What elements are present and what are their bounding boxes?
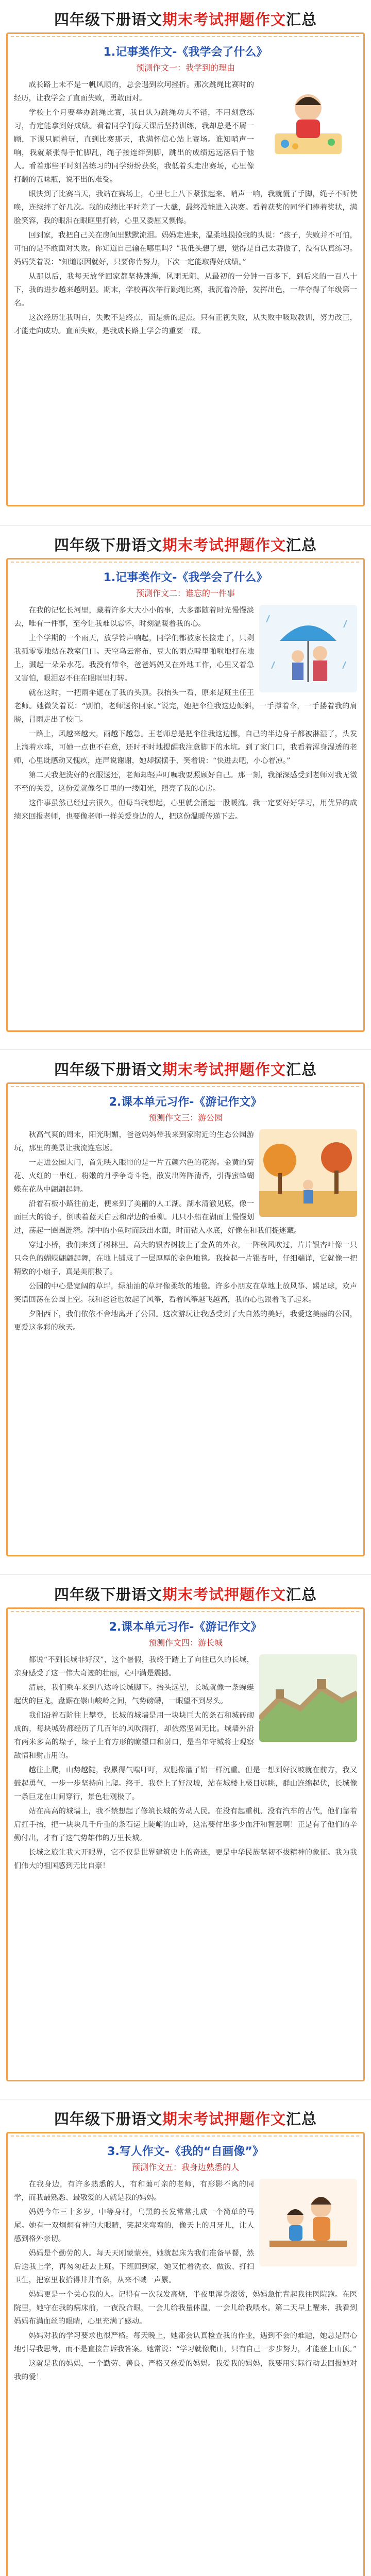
header-prefix: 四年级下册语文 xyxy=(54,1061,162,1078)
essay-paragraph: 回到家，我把自己关在房间里默默流泪。妈妈走进来，温柔地摸摸我的头说：“孩子，失败并不可怕，可怕的是不敢面对失败。你知道自己输在哪里吗？”我低头想了想，觉得是自己太骄傲了，没有认真练习。妈妈笑着说：“知道原因就好，只要你肯努力，下次一定能取得好成绩。” xyxy=(14,231,357,266)
essay-paragraph: 公园的中心是宽阔的草坪，绿油油的草坪像柔软的地毯。许多小朋友在草地上放风筝、踢足球，欢声笑语回荡在公园上空。我和爸爸也放起了风筝，看着风筝越飞越高，我的心也跟着飞了起来。 xyxy=(14,1282,357,1304)
essay-paragraph: 上个学期的一个雨天，放学铃声响起，同学们都被家长接走了，只剩我孤零零地站在教室门口。天空乌云密布，豆大的雨点噼里啪啦地打在地上，溅起一朵朵水花。我没有带伞，爸爸妈妈又在外地工作，心里又着急又害怕，眼泪忍不住在眼眶里打转。 xyxy=(14,634,254,683)
essay-paragraph: 这就是我的妈妈，一个勤劳、善良、严格又慈爱的妈妈。我爱我的妈妈，我要用实际行动去回报她对我的爱！ xyxy=(14,2360,357,2381)
essay-paragraph: 一路上，风越来越大，雨越下越急。王老师总是把伞往我这边挪，自己的半边身子都被淋湿了，头发上滴着水珠，可她一点也不在意，还时不时地提醒我注意脚下的水坑。到了家门口，我看着浑身湿透的老师，心里既感动又愧疚，连声说谢谢，她却摆摆手，笑着说：“快进去吧，小心着凉。” xyxy=(14,730,357,765)
essay-frame xyxy=(6,1082,365,1556)
essay-card xyxy=(0,2099,371,2576)
essay-paragraph: 眼快到了比赛当天，我站在赛场上，心里七上八下紧张起来。哨声一响，我就慌了手脚，绳子不听使唤，连续绊了好几次。我的成绩比平时差了一大截，最终没能进入决赛。看着获奖的同学们捧着奖状，满脸笑容，我的眼泪在眼眶里打转，心里又委屈又懊悔。 xyxy=(14,190,357,225)
header-prefix: 四年级下册语文 xyxy=(54,2110,162,2128)
section-title: 3.写人作文-《我的“自画像”》 xyxy=(107,2145,264,2158)
essay-body xyxy=(14,1653,357,1873)
essay-paragraph: 都说“不到长城非好汉”，这个暑假，我终于踏上了向往已久的长城，亲身感受了这一伟大奇迹的壮丽，心中满是震撼。 xyxy=(14,1655,254,1677)
page-header xyxy=(6,534,365,555)
header-prefix: 四年级下册语文 xyxy=(54,1585,162,1603)
essay-paragraph: 这件事虽然已经过去很久，但每当我想起，心里就会涌起一股暖流。我一定要好好学习，用优异的成绩来回报老师，也要像老师一样关爱身边的人，把这份温暖传递下去。 xyxy=(14,799,357,821)
essay-paragraph: 学校上个月要举办跳绳比赛，我自认为跳绳功夫不错，不用刻意练习，肯定能拿到好成绩。看着同学们每天课后坚持训练，我却总是不屑一顾，下课只顾着玩，直到比赛那天，我满怀信心站上赛场。谁知哨声一响，我就紧张得手忙脚乱，绳子接连绊到脚，跳出的成绩远远落后于他人。看着那些平时刻苦练习的同学纷纷获奖，我低着头走出赛场，心里像打翻的五味瓶，说不出的难受。 xyxy=(14,109,254,184)
header-suffix: 汇总 xyxy=(286,2110,317,2128)
essay-paragraph: 秋高气爽的周末，阳光明媚，爸爸妈妈带我来到家附近的生态公园游玩，那里的美景让我流连忘返。 xyxy=(14,1131,254,1153)
header-prefix: 四年级下册语文 xyxy=(54,536,162,554)
header-suffix: 汇总 xyxy=(286,11,317,28)
essay-paragraph: 长城之旅让我大开眼界，它不仅是世界建筑史上的奇迹，更是中华民族坚韧不拔精神的象征。我为我们伟大的祖国感到无比自豪！ xyxy=(14,1848,357,1870)
great-wall-illustration xyxy=(259,1654,357,1742)
section-title: 2.课本单元习作-《游记作文》 xyxy=(109,1096,262,1109)
page-header xyxy=(6,1583,365,1604)
page-header xyxy=(6,8,365,29)
header-highlight: 期末考试押题作文 xyxy=(162,2110,286,2128)
essay-paragraph: 在我的记忆长河里，藏着许多大大小小的事，大多都随着时光慢慢淡去，唯有一件事，至今让我难以忘怀，时刻温暖着我的心。 xyxy=(14,606,254,628)
essay-paragraph: 这次经历让我明白，失败不是终点，而是新的起点。只有正视失败，从失败中吸取教训，努力改正，才能走向成功。直面失败，是我成长路上学会的重要一课。 xyxy=(14,314,357,335)
essay-frame xyxy=(6,2132,365,2576)
essay-frame xyxy=(6,1607,365,2081)
essay-body xyxy=(14,1128,357,1334)
section-title: 1.记事类作文-《我学会了什么》 xyxy=(103,46,268,59)
header-highlight: 期末考试押题作文 xyxy=(162,1585,286,1603)
essay-paragraph: 成长路上未不是一帆风顺的，总会遇到坎坷挫折。那次跳绳比赛时的经历，让我学会了直面失败，勇敢面对。 xyxy=(14,81,254,103)
section-title: 2.课本单元习作-《游记作文》 xyxy=(109,1620,262,1634)
essay-paragraph: 清晨，我们乘车来到八达岭长城脚下。抬头远望，长城就像一条蜿蜒起伏的巨龙，盘踞在崇山峻岭之间，气势磅礴，一眼望不到尽头。 xyxy=(14,1683,254,1705)
essay-paragraph: 一走进公园大门，首先映入眼帘的是一片五颜六色的花海。金黄的菊花、火红的一串红、粉嫩的月季争奇斗艳，散发出阵阵清香，引得蜜蜂蝴蝶在花丛中翩翩起舞。 xyxy=(14,1159,254,1194)
essay-paragraph: 穿过小桥，我们来到了树林里。高大的银杏树披上了金黄的外衣，一阵秋风吹过，片片银杏叶像一只只金色的蝴蝶翩翩起舞，在地上铺成了一层厚厚的金色地毯。我捡起一片银杏叶，仔细端详，它就像一把精致的小扇子，真是美丽极了。 xyxy=(14,1241,357,1276)
essay-frame xyxy=(6,32,365,506)
header-highlight: 期末考试押题作文 xyxy=(162,11,286,28)
essay-body xyxy=(14,604,357,823)
header-suffix: 汇总 xyxy=(286,1061,317,1078)
essay-body xyxy=(14,2178,357,2384)
header-highlight: 期末考试押题作文 xyxy=(162,536,286,554)
essay-paragraph: 站在高高的城墙上，我不禁想起了修筑长城的劳动人民。在没有起重机、没有汽车的古代，他们靠着肩扛手抬，把一块块几千斤重的条石运上陡峭的山岭，这需要付出多少血汗和智慧啊！正是有了他们的辛勤付出，才有了这气势雄伟的万里长城。 xyxy=(14,1807,357,1842)
section-subtitle: 预测作文二：谁忘的一件事 xyxy=(136,588,235,598)
essay-paragraph: 在我身边，有许多熟悉的人，有和蔼可亲的老师，有形影不离的同学，而我最熟悉、最敬爱的人就是我的妈妈。 xyxy=(14,2180,254,2202)
header-highlight: 期末考试押题作文 xyxy=(162,1061,286,1078)
essay-card xyxy=(0,1049,371,1574)
essay-card xyxy=(0,525,371,1050)
essay-card xyxy=(0,0,371,525)
essay-paragraph: 就在这时，一把雨伞遮在了我的头顶。我抬头一看，原来是班主任王老师。她微笑着说：“别怕，老师送你回家。”说完，她把伞往我这边倾斜，一手撑着伞，一手搂着我的肩膀，冒雨走出了校门。 xyxy=(14,688,357,724)
header-suffix: 汇总 xyxy=(286,1585,317,1603)
essay-paragraph: 沿着石板小路往前走，便来到了美丽的人工湖。湖水清澈见底，像一面巨大的镜子，倒映着蓝天白云和岸边的垂柳。几只小船在湖面上慢慢划过，荡起一圈圈涟漪。湖中的小鱼时而跃出水面，时而钻入水底，好像在和我们捉迷藏。 xyxy=(14,1200,301,1235)
header-suffix: 汇总 xyxy=(286,536,317,554)
essay-paragraph: 越往上爬，山势越陡，我累得气喘吁吁，双腿像灌了铅一样沉重。但是一想到好汉坡就在前方，我又鼓起勇气，一步一步坚持向上爬。终于，我登上了好汉坡，站在城楼上极目远眺，群山连绵起伏，长城像一条巨龙在山间穿行，景色壮观极了。 xyxy=(14,1766,357,1801)
rainy-umbrella-illustration xyxy=(259,605,357,692)
essay-card xyxy=(0,1574,371,2099)
page-header xyxy=(6,2108,365,2129)
essay-paragraph: 我们沿着石阶往上攀登，长城的城墙是用一块块巨大的条石和城砖砌成的，每块城砖都经历了几百年的风吹雨打，却依然坚固无比。城墙外沿有两米多高的垛子，垛子上有方形的瞭望口和射口，是当年守城将士观察敌情和射击用的。 xyxy=(14,1711,254,1760)
page-header xyxy=(6,1058,365,1079)
essay-paragraph: 妈妈今年三十多岁，中等身材，乌黑的长发常常扎成一个简单的马尾。她有一双炯炯有神的大眼睛，笑起来弯弯的，像天上的月牙儿，让人感到格外亲切。 xyxy=(14,2208,254,2243)
essay-frame xyxy=(6,558,365,1032)
section-subtitle: 预测作文三：游公园 xyxy=(148,1113,223,1123)
child-painting-illustration xyxy=(259,79,357,167)
section-subtitle: 预测作文五：我身边熟悉的人 xyxy=(131,2162,239,2172)
section-subtitle: 预测作文一：我学到的理由 xyxy=(136,63,235,73)
essay-paragraph: 第二天我把洗好的衣服送还，老师却轻声叮嘱我要照顾好自己。那一刻，我深深感受到老师对我无微不至的关爱，这份爱就像冬日里的一缕阳光，照亮了我的心房。 xyxy=(14,771,357,793)
mother-child-illustration xyxy=(259,2179,357,2266)
essay-paragraph: 妈妈对我的学习要求也很严格。每天晚上，她都会认真检查我的作业，遇到不会的难题，她总是耐心地引导我思考，而不是直接告诉我答案。她常说：“学习就像爬山，只有自己一步步努力，才能登上山顶。” xyxy=(14,2332,357,2353)
essay-paragraph: 妈妈更是一个关心我的人。记得有一次我发高烧，半夜里浑身滚烫，妈妈急忙背起我往医院跑。在医院里，她守在我的病床前，一夜没合眼，一会儿给我量体温，一会儿给我喂水。第二天早上醒来，我看到妈妈布满血丝的眼睛，心里充满了感动。 xyxy=(14,2291,357,2326)
essay-paragraph: 从那以后，我每天放学回家都坚持跳绳，风雨无阻，从最初的一分钟一百多下，到后来的一百八十下，我的进步越来越明显。期末，学校再次举行跳绳比赛，我沉着冷静，发挥出色，一举夺得了年级第一名。 xyxy=(14,273,357,308)
header-prefix: 四年级下册语文 xyxy=(54,11,162,28)
essay-paragraph: 夕阳西下，我们依依不舍地离开了公园。这次游玩让我感受到了大自然的美好，我爱这美丽的公园，更爱这多彩的秋天。 xyxy=(14,1310,357,1332)
essay-body xyxy=(14,78,357,338)
essay-paragraph: 妈妈是个勤劳的人。每天天刚蒙蒙亮，她就起床为我们准备早餐，然后送我上学，再匆匆赶去上班。下班回到家，她又忙着洗衣、做饭、打扫卫生，把家里收拾得井井有条，从来不喊一声累。 xyxy=(14,2249,254,2284)
autumn-park-illustration xyxy=(259,1129,357,1217)
section-subtitle: 预测作文四：游长城 xyxy=(148,1637,223,1648)
section-title: 1.记事类作文-《我学会了什么》 xyxy=(103,571,268,584)
